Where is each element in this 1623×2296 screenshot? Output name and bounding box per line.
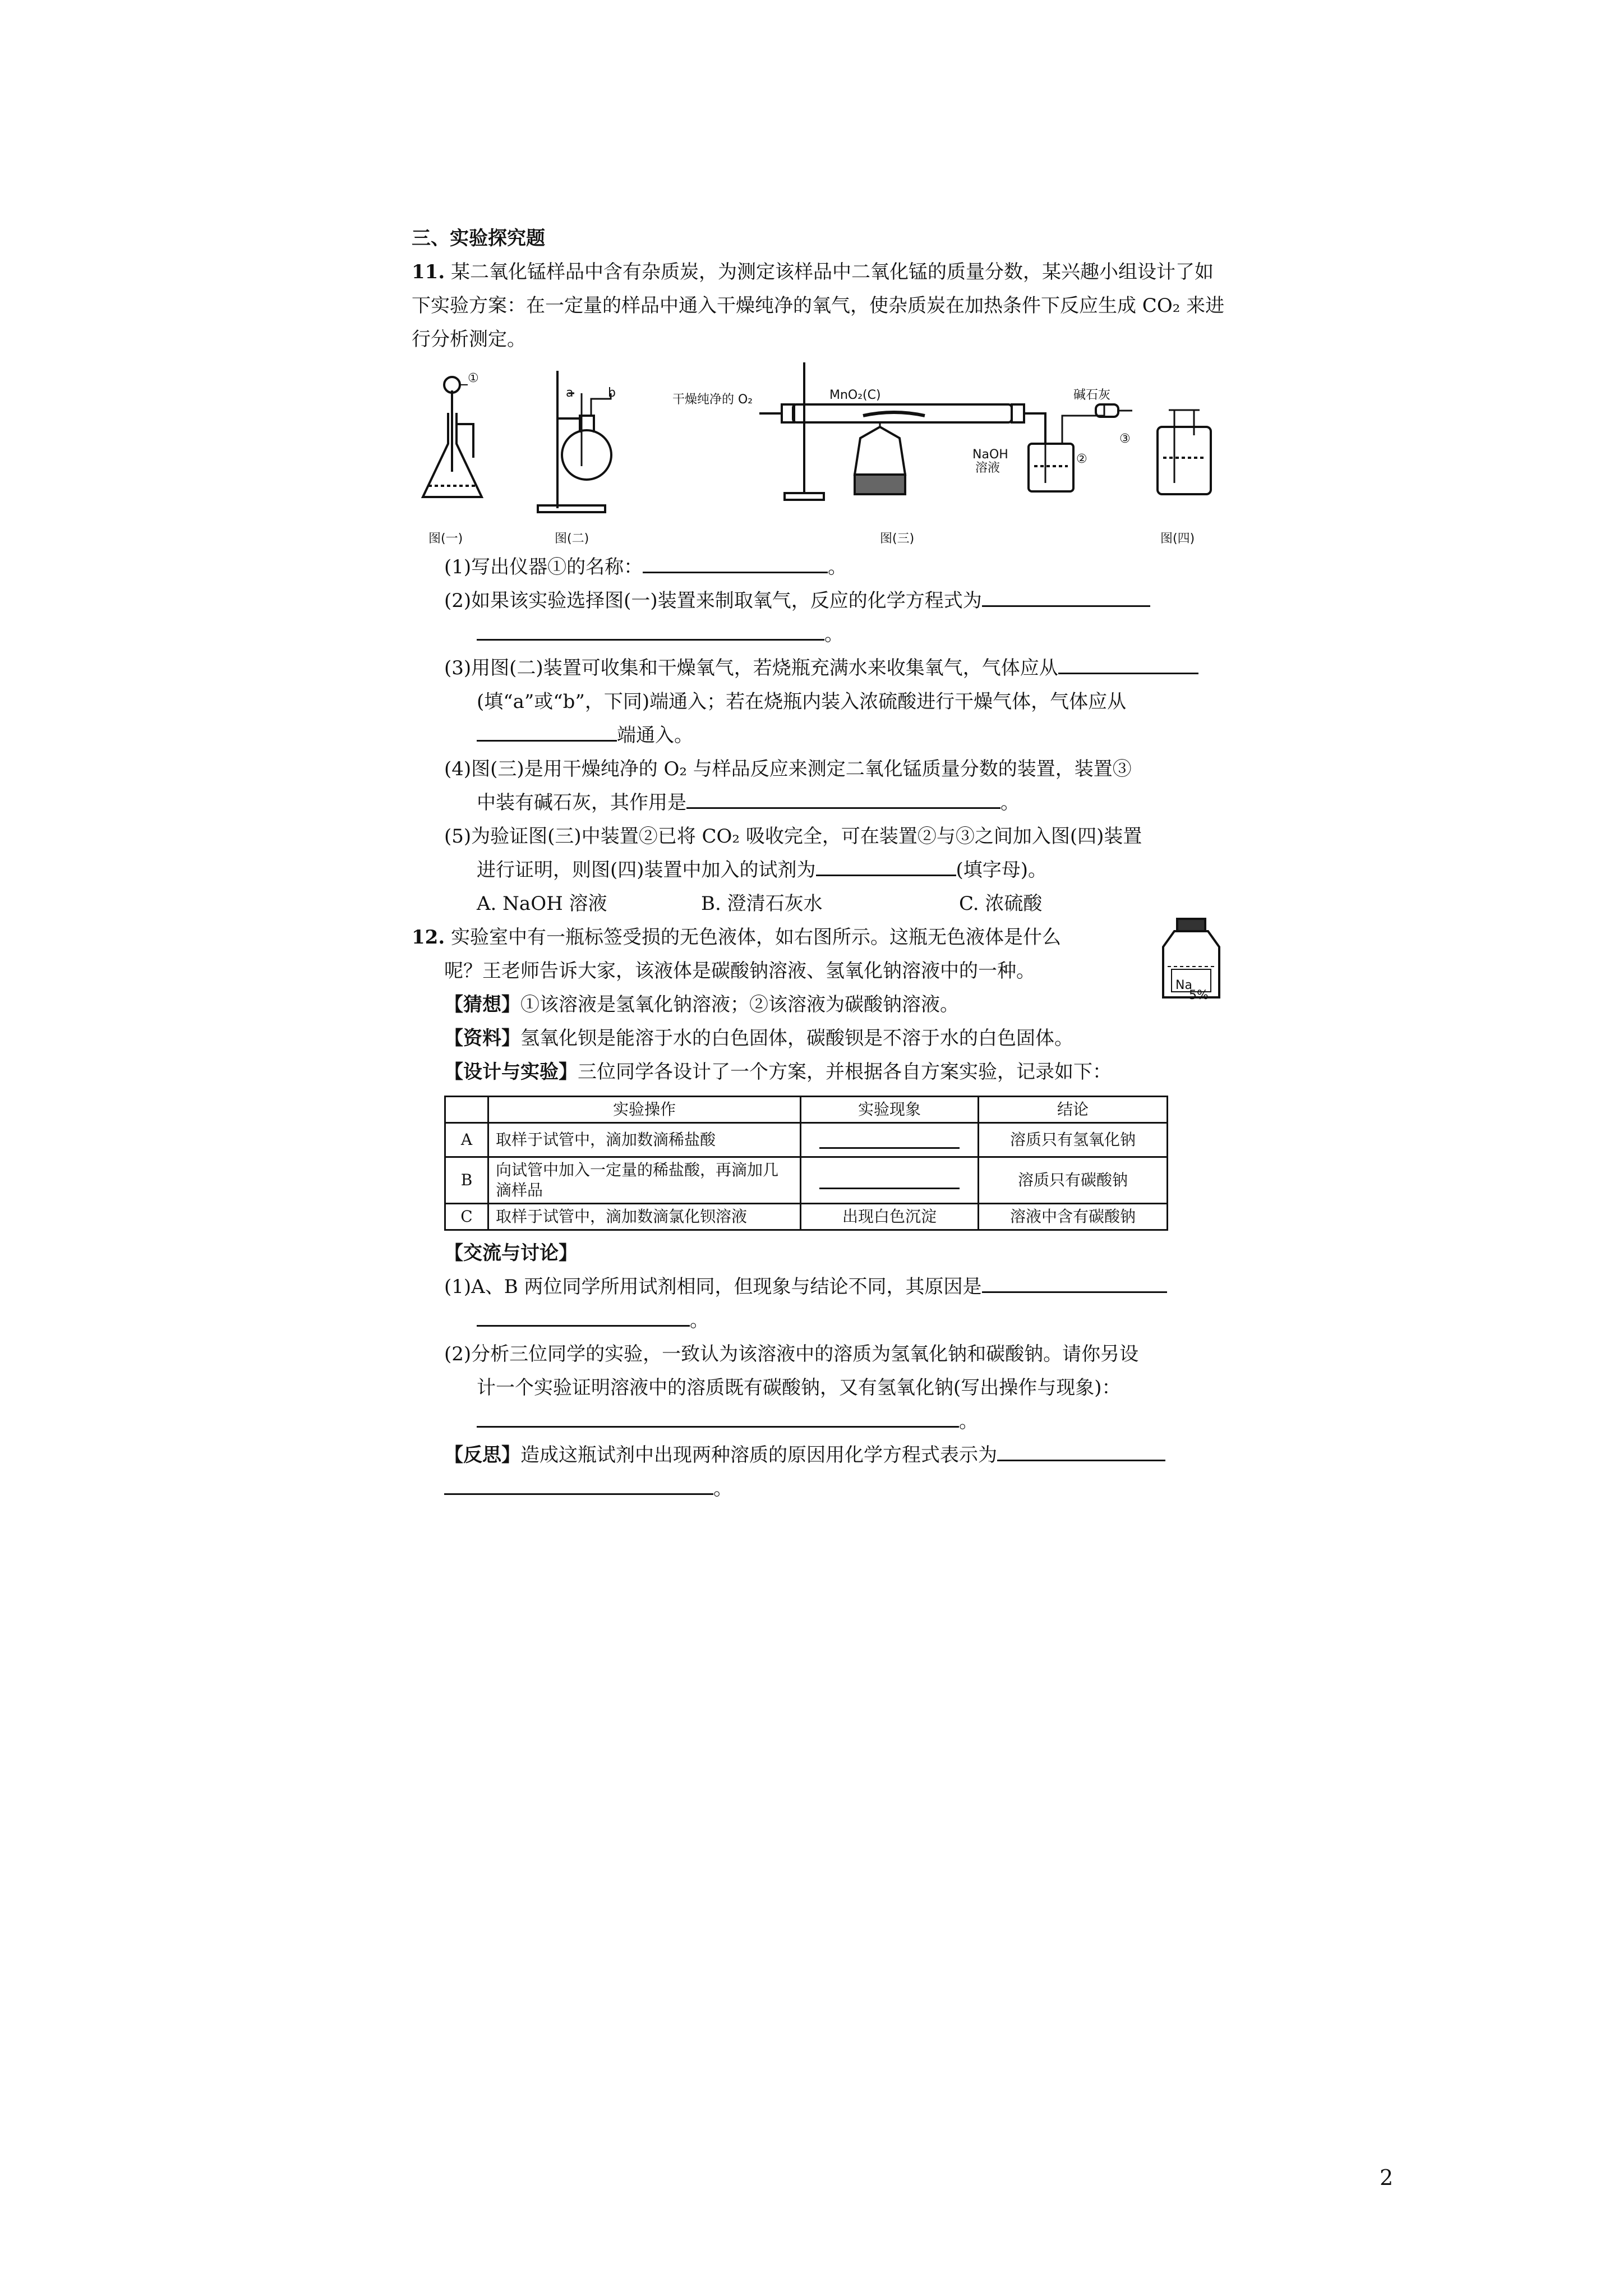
row-id: A (445, 1123, 488, 1157)
table-row (445, 1123, 1168, 1157)
answer-blank[interactable] (819, 1126, 960, 1149)
q11-p3a-text: (3)用图(二)装置可收集和干燥氧气，若烧瓶充满水来收集氧气，气体应从 (444, 657, 1058, 679)
q11-options (412, 887, 1230, 921)
wash-bottle-4 (1158, 427, 1211, 494)
q12-intro-b: 呢？王老师告诉大家，该液体是碳酸钠溶液、氢氧化钠溶液中的一种。 (444, 960, 1035, 982)
answer-blank[interactable] (816, 853, 956, 876)
answer-blank[interactable] (477, 618, 824, 641)
info-tag: 【资料】 (444, 1027, 520, 1050)
q11-p4b-text: 中装有碱石灰，其作用是 (477, 792, 686, 814)
table-header-op: 实验操作 (488, 1097, 801, 1123)
q12-reflect-cont (412, 1472, 1230, 1506)
q11-part2-cont (412, 618, 1230, 651)
q12-intro-a: 实验室中有一瓶标签受损的无色液体，如右图所示。这瓶无色液体是什么 (450, 926, 1061, 949)
answer-blank[interactable] (444, 1472, 713, 1495)
row-operation: 向试管中加入一定量的稀盐酸，再滴加几滴样品 (488, 1157, 801, 1204)
label-circle-3: ③ (1119, 432, 1131, 446)
exam-content (412, 222, 1230, 1506)
reagent-bottle (1158, 916, 1225, 1011)
label-soda-lime: 碱石灰 (1073, 388, 1111, 402)
design-tag: 【设计与实验】 (444, 1061, 578, 1083)
period: 。 (959, 1410, 978, 1433)
q12-guess (412, 988, 1230, 1022)
q11-part3 (412, 651, 1230, 685)
q11-number: 11. (412, 261, 445, 283)
q12-discuss (412, 1236, 1230, 1270)
q12-d1-cont (412, 1304, 1230, 1337)
answer-blank[interactable] (982, 1270, 1167, 1293)
funnel-1 (444, 377, 460, 393)
row-phenomenon (801, 1157, 979, 1204)
d1-text: (1)A、B 两位同学所用试剂相同，但现象与结论不同，其原因是 (444, 1276, 982, 1298)
row-operation: 取样于试管中，滴加数滴氯化钡溶液 (488, 1204, 801, 1230)
answer-blank[interactable] (997, 1438, 1165, 1461)
row-phenomenon: 出现白色沉淀 (801, 1204, 979, 1230)
q11-part5-cont (412, 853, 1230, 887)
stand-2-base (538, 505, 605, 512)
design-text: 三位同学各设计了一个方案，并根据各自方案实验，记录如下： (578, 1061, 1112, 1083)
stand-3-base (785, 493, 824, 500)
period: 。 (713, 1478, 732, 1500)
period: 。 (1000, 792, 1020, 814)
label-mno2: MnO₂(C) (829, 388, 881, 402)
reflect-tag: 【反思】 (444, 1444, 520, 1466)
q11-p1-text: (1)写出仪器①的名称： (444, 556, 643, 578)
answer-blank[interactable] (982, 584, 1150, 607)
q12-d1 (412, 1270, 1230, 1304)
q11-part5 (412, 820, 1230, 853)
row-conclusion: 溶液中含有碳酸钠 (979, 1204, 1168, 1230)
flask-2 (562, 430, 611, 480)
fig-label-1: 图(一) (428, 532, 463, 546)
q11-p3b-text: (填“a”或“b”，下同)端通入；若在烧瓶内装入浓硫酸进行干燥气体，气体应从 (477, 691, 1127, 713)
option-c[interactable]: C. 浓硫酸 (959, 892, 1043, 915)
answer-blank[interactable] (1058, 651, 1198, 674)
label-b: b (608, 386, 616, 400)
section-title: 三、实验探究题 (412, 227, 545, 250)
guess-tag: 【猜想】 (444, 993, 520, 1016)
bottle-percent: 5% (1189, 988, 1209, 1002)
option-a[interactable]: A. NaOH 溶液 (477, 892, 607, 915)
discuss-tag: 【交流与讨论】 (444, 1242, 578, 1264)
info-text: 氢氧化钡是能溶于水的白色固体，碳酸钡是不溶于水的白色固体。 (520, 1027, 1073, 1050)
experiment-table (444, 1096, 1168, 1231)
page-number: 2 (1380, 2165, 1394, 2190)
q12-info (412, 1022, 1230, 1055)
q12-d2-answer (412, 1405, 1230, 1438)
table-header-phen: 实验现象 (801, 1097, 979, 1123)
fig-label-2: 图(二) (555, 532, 589, 546)
q11-p2-text: (2)如果该实验选择图(一)装置来制取氧气，反应的化学方程式为 (444, 590, 982, 612)
row-id: C (445, 1204, 488, 1230)
q11-p5c-text: (填字母)。 (956, 859, 1048, 881)
answer-blank[interactable] (686, 786, 1000, 809)
row-id: B (445, 1157, 488, 1204)
burner (855, 427, 905, 475)
table-header-conc: 结论 (979, 1097, 1168, 1123)
apparatus-figure (412, 360, 1230, 545)
label-a: a (566, 386, 574, 400)
d2b-text: 计一个实验证明溶液中的溶质既有碳酸钠，又有氢氧化钠(写出操作与现象)： (477, 1377, 1121, 1399)
q11-part4 (412, 752, 1230, 786)
fig-label-4: 图(四) (1160, 532, 1195, 546)
burner-block (855, 475, 905, 494)
answer-blank[interactable] (643, 550, 828, 573)
label-circle-1: ① (468, 371, 479, 385)
q12-d2-cont (412, 1371, 1230, 1405)
row-operation: 取样于试管中，滴加数滴稀盐酸 (488, 1123, 801, 1157)
label-o2: 干燥纯净的 O₂ (672, 393, 753, 407)
q11-part3-cont (412, 685, 1230, 719)
table-header-id (445, 1097, 488, 1123)
guess-text: ①该溶液是氢氧化钠溶液；②该溶液为碳酸钠溶液。 (520, 993, 959, 1016)
answer-blank[interactable] (819, 1166, 960, 1189)
table-header-row (445, 1097, 1168, 1123)
q11-p5b-text: 进行证明，则图(四)装置中加入的试剂为 (477, 859, 816, 881)
reflect-text: 造成这瓶试剂中出现两种溶质的原因用化学方程式表示为 (520, 1444, 997, 1466)
q11-part2 (412, 584, 1230, 618)
answer-blank[interactable] (477, 1304, 690, 1327)
q11-intro (412, 255, 1230, 356)
label-naoh-2: 溶液 (975, 461, 1000, 475)
q12-intro-cont (412, 954, 1230, 988)
q11-p5a-text: (5)为验证图(三)中装置②已将 CO₂ 吸收完全，可在装置②与③之间加入图(四)装置 (444, 825, 1142, 848)
q12-intro (412, 921, 1230, 954)
q12-number: 12. (412, 926, 445, 949)
answer-blank[interactable] (477, 719, 617, 742)
naoh-bottle (1029, 444, 1073, 491)
period: 。 (828, 556, 847, 578)
option-b[interactable]: B. 澄清石灰水 (701, 892, 823, 915)
q11-part3-cont2 (412, 719, 1230, 752)
table-row (445, 1157, 1168, 1204)
row-conclusion: 溶质只有氢氧化钠 (979, 1123, 1168, 1157)
q12-d2 (412, 1337, 1230, 1371)
period: 。 (690, 1309, 709, 1332)
q12-reflect (412, 1438, 1230, 1472)
q11-part1 (412, 550, 1230, 584)
row-phenomenon (801, 1123, 979, 1157)
q11-intro-text: 某二氧化锰样品中含有杂质炭，为测定该样品中二氧化锰的质量分数，某兴趣小组设计了如下实验方案：在一定量的样品中通入干燥纯净的氧气，使杂质炭在加热条件下反应生成 CO₂ 来进行分析测定。 (412, 261, 1225, 351)
q12-design (412, 1055, 1230, 1089)
q11-p4a-text: (4)图(三)是用干燥纯净的 O₂ 与样品反应来测定二氧化锰质量分数的装置，装置③ (444, 758, 1132, 780)
bottle-label: Na (1175, 978, 1192, 992)
label-naoh-1: NaOH (972, 448, 1008, 462)
sample-in-tube (863, 412, 925, 416)
q12-block (412, 921, 1230, 1089)
row-conclusion: 溶质只有碳酸钠 (979, 1157, 1168, 1204)
d2a-text: (2)分析三位同学的实验，一致认为该溶液中的溶质为氢氧化钠和碳酸钠。请你另设 (444, 1343, 1139, 1365)
label-circle-2: ② (1076, 452, 1087, 466)
table-row (445, 1204, 1168, 1230)
answer-blank[interactable] (477, 1405, 959, 1428)
fig-label-3: 图(三) (880, 532, 915, 546)
q11-p3c-text: 端通入。 (617, 724, 693, 747)
q11-part4-cont (412, 786, 1230, 820)
period: 。 (824, 623, 843, 646)
